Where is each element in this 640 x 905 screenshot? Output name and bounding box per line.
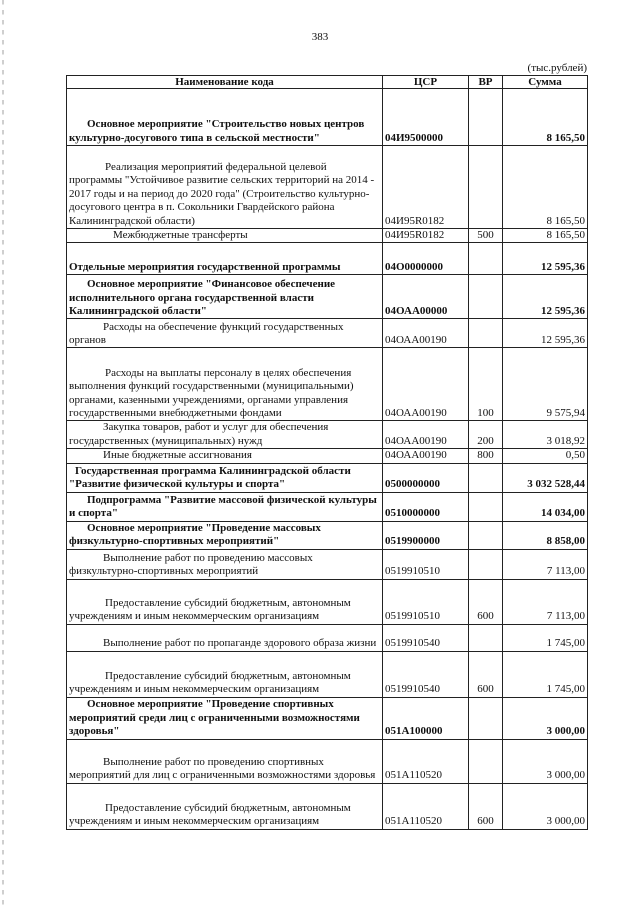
row-vr: [469, 492, 503, 521]
table-row: [67, 651, 588, 697]
row-name: Закупка товаров, работ и услуг для обеспечения государственных (муниципальных) нужд: [67, 421, 383, 449]
row-vr: 600: [469, 651, 503, 697]
row-vr: [469, 549, 503, 579]
row-csr: 04ОАА00000: [383, 275, 469, 319]
table-row: [67, 421, 588, 449]
row-name: Выполнение работ по проведению массовых физкультурно-спортивных мероприятий: [67, 549, 383, 579]
row-name: Основное мероприятие "Финансовое обеспечение исполнительного органа государственной власти Калининградской области": [67, 275, 383, 319]
row-csr: 04И95R0182: [383, 229, 469, 243]
row-vr: 800: [469, 449, 503, 463]
row-csr: 051А110520: [383, 739, 469, 783]
header-name: Наименование кода: [67, 76, 383, 89]
table-row: [67, 783, 588, 829]
table-row: [67, 624, 588, 651]
row-csr: 04И95R0182: [383, 146, 469, 229]
row-sum: 12 595,36: [503, 275, 588, 319]
row-sum: 7 113,00: [503, 579, 588, 624]
row-vr: [469, 275, 503, 319]
table-row: [67, 549, 588, 579]
row-csr: 051А110520: [383, 783, 469, 829]
row-vr: [469, 697, 503, 739]
row-vr: 200: [469, 421, 503, 449]
row-vr: [469, 739, 503, 783]
table-row: [67, 319, 588, 348]
row-name: Межбюджетные трансферты: [67, 229, 383, 243]
row-csr: 0500000000: [383, 463, 469, 492]
row-csr: 0519910510: [383, 549, 469, 579]
row-sum: 8 165,50: [503, 229, 588, 243]
table-row: [67, 521, 588, 549]
row-csr: 0519900000: [383, 521, 469, 549]
row-name: Иные бюджетные ассигнования: [67, 449, 383, 463]
units-label: (тыс.рублей): [527, 62, 587, 74]
row-sum: 3 000,00: [503, 783, 588, 829]
row-csr: 04И9500000: [383, 89, 469, 146]
row-csr: 04ОАА00190: [383, 449, 469, 463]
row-vr: [469, 89, 503, 146]
table-row: [67, 449, 588, 463]
row-sum: 1 745,00: [503, 651, 588, 697]
row-csr: 051А100000: [383, 697, 469, 739]
row-sum: 12 595,36: [503, 243, 588, 275]
row-vr: [469, 624, 503, 651]
header-sum: Сумма: [503, 76, 588, 89]
row-name: Подпрограмма "Развитие массовой физической культуры и спорта": [67, 492, 383, 521]
row-sum: 1 745,00: [503, 624, 588, 651]
header-vr: ВР: [469, 76, 503, 89]
row-sum: 8 165,50: [503, 146, 588, 229]
row-name: Предоставление субсидий бюджетным, автономным учреждениям и иным некоммерческим организациям: [67, 651, 383, 697]
row-csr: 0519910540: [383, 651, 469, 697]
row-name: Предоставление субсидий бюджетным, автономным учреждениям и иным некоммерческим организациям: [67, 783, 383, 829]
row-name: Реализация мероприятий федеральной целевой программы "Устойчивое развитие сельских территорий на 2014 - 2017 годы и на период до 2020 года" (Строительство культурно-досугового центра в п. Сокольники Гвардейского района Калининградской области): [67, 146, 383, 229]
table-row: [67, 243, 588, 275]
row-csr: 0519910510: [383, 579, 469, 624]
row-vr: 100: [469, 348, 503, 421]
row-vr: 600: [469, 783, 503, 829]
row-sum: 3 000,00: [503, 697, 588, 739]
row-vr: [469, 319, 503, 348]
row-sum: 3 032 528,44: [503, 463, 588, 492]
row-name: Основное мероприятие "Проведение массовых физкультурно-спортивных мероприятий": [67, 521, 383, 549]
table-row: [67, 492, 588, 521]
row-name: Расходы на обеспечение функций государственных органов: [67, 319, 383, 348]
row-sum: 8 165,50: [503, 89, 588, 146]
row-sum: 0,50: [503, 449, 588, 463]
row-csr: 0510000000: [383, 492, 469, 521]
row-sum: 9 575,94: [503, 348, 588, 421]
row-csr: 04ОАА00190: [383, 348, 469, 421]
row-vr: [469, 521, 503, 549]
row-csr: 04ОАА00190: [383, 319, 469, 348]
table-row: [67, 739, 588, 783]
header-csr: ЦСР: [383, 76, 469, 89]
table-row: [67, 275, 588, 319]
table-row: [67, 463, 588, 492]
row-csr: 0519910540: [383, 624, 469, 651]
row-vr: 500: [469, 229, 503, 243]
page-number: 383: [311, 31, 329, 43]
table-row: [67, 697, 588, 739]
table-row: [67, 89, 588, 146]
row-name: Основное мероприятие "Строительство новых центров культурно-досугового типа в сельской местности": [67, 89, 383, 146]
table-row: [67, 579, 588, 624]
row-name: Отдельные мероприятия государственной программы: [67, 243, 383, 275]
table-row: [67, 146, 588, 229]
row-name: Выполнение работ по пропаганде здорового образа жизни: [67, 624, 383, 651]
row-vr: [469, 243, 503, 275]
row-sum: 14 034,00: [503, 492, 588, 521]
row-vr: [469, 463, 503, 492]
row-sum: 8 858,00: [503, 521, 588, 549]
row-name: Предоставление субсидий бюджетным, автономным учреждениям и иным некоммерческим организациям: [67, 579, 383, 624]
row-name: Основное мероприятие "Проведение спортивных мероприятий среди лиц с ограниченными возможностями здоровья": [67, 697, 383, 739]
scan-edge-marks: [2, 0, 4, 905]
row-name: Государственная программа Калининградской области "Развитие физической культуры и спорта": [67, 463, 383, 492]
row-name: Выполнение работ по проведению спортивных мероприятий для лиц с ограниченными возможностями здоровья: [67, 739, 383, 783]
table-row: [67, 229, 588, 243]
row-csr: 04О0000000: [383, 243, 469, 275]
row-vr: 600: [469, 579, 503, 624]
row-sum: 3 018,92: [503, 421, 588, 449]
row-name: Расходы на выплаты персоналу в целях обеспечения выполнения функций государственными (муниципальными) органами, казенными учреждениями, органами управления государственными внебюджетными фондами: [67, 348, 383, 421]
row-sum: 3 000,00: [503, 739, 588, 783]
row-sum: 12 595,36: [503, 319, 588, 348]
row-sum: 7 113,00: [503, 549, 588, 579]
budget-table: [66, 75, 588, 830]
table-row: [67, 348, 588, 421]
row-csr: 04ОАА00190: [383, 421, 469, 449]
row-vr: [469, 146, 503, 229]
